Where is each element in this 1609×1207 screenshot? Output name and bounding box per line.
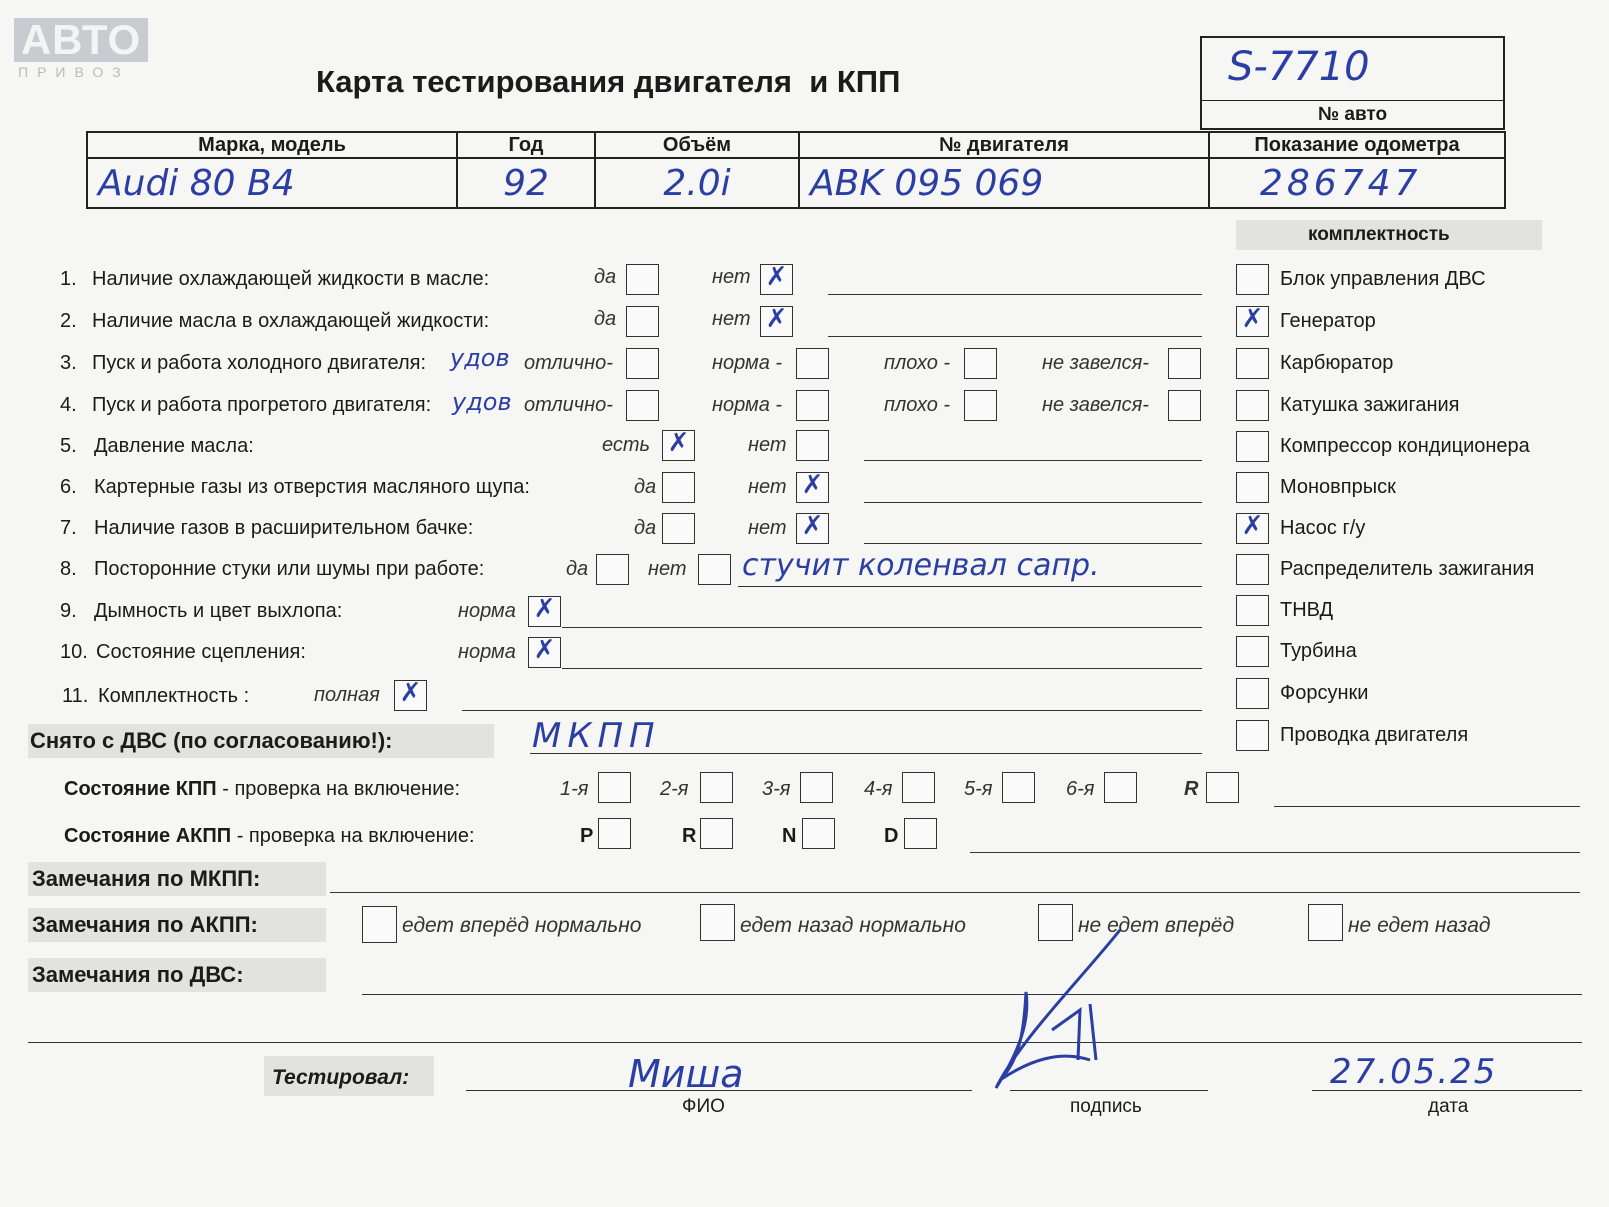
date-label: дата bbox=[1428, 1096, 1469, 1117]
cmp-label-9: Турбина bbox=[1280, 640, 1357, 662]
cmp-checkbox-4[interactable] bbox=[1236, 431, 1269, 462]
item-10-opt1: норма bbox=[458, 641, 516, 663]
cmp-label-4: Компрессор кондиционера bbox=[1280, 435, 1530, 457]
akpp-forward-ok: едет вперёд нормально bbox=[402, 914, 642, 937]
cmp-label-3: Катушка зажигания bbox=[1280, 394, 1460, 416]
fio-line bbox=[466, 1090, 972, 1091]
item-num-10: 10. bbox=[60, 641, 88, 663]
item-label-7: Наличие газов в расширительном бачке: bbox=[94, 517, 474, 539]
item-4-opt-bad: плохо - bbox=[884, 394, 951, 416]
item-1-line bbox=[828, 294, 1202, 295]
kpp-gear-2: 2-я bbox=[660, 778, 689, 800]
cmp-label-0: Блок управления ДВС bbox=[1280, 268, 1486, 290]
akpp-no-back: не едет назад bbox=[1348, 914, 1491, 937]
signature-label: подпись bbox=[1070, 1096, 1142, 1117]
removed-label: Снято с ДВС (по согласованию!): bbox=[30, 728, 393, 753]
cmp-checkbox-3[interactable] bbox=[1236, 390, 1269, 421]
item-5-opt2: нет bbox=[748, 434, 787, 456]
item-num-3: 3. bbox=[60, 352, 77, 374]
item-8-opt2: нет bbox=[648, 558, 687, 580]
item-9-opt1-checkbox[interactable]: ✗ bbox=[528, 596, 561, 627]
kpp-gear-r: R bbox=[1184, 778, 1199, 800]
item-3-bad-checkbox[interactable] bbox=[964, 348, 997, 379]
akpp-mode-p: P bbox=[580, 825, 594, 847]
akpp-label bbox=[64, 825, 475, 848]
item-4-normal-checkbox[interactable] bbox=[796, 390, 829, 421]
kpp-gear-4-checkbox[interactable] bbox=[902, 772, 935, 803]
kpp-label bbox=[64, 778, 460, 801]
item-9-line bbox=[562, 627, 1202, 628]
signature bbox=[960, 920, 1150, 1100]
akpp-no-back-checkbox[interactable] bbox=[1308, 904, 1343, 941]
cmp-checkbox-5[interactable] bbox=[1236, 472, 1269, 503]
item-4-excellent-checkbox[interactable] bbox=[626, 390, 659, 421]
kpp-label-bold: Состояние КПП bbox=[64, 778, 217, 800]
col-odometer: Показание одометра bbox=[1254, 133, 1460, 156]
kpp-gear-5: 5-я bbox=[964, 778, 993, 800]
kpp-gear-1: 1-я bbox=[560, 778, 589, 800]
item-label-9: Дымность и цвет выхлопа: bbox=[94, 600, 343, 622]
cmp-checkbox-10[interactable] bbox=[1236, 678, 1269, 709]
remarks-dvs-line-2 bbox=[28, 1042, 1582, 1043]
kpp-label-rest: - проверка на включение: bbox=[216, 778, 461, 800]
item-4-nostart-checkbox[interactable] bbox=[1168, 390, 1201, 421]
item-1-opt2-checkbox[interactable]: ✗ bbox=[760, 264, 793, 295]
cmp-checkbox-11[interactable] bbox=[1236, 720, 1269, 751]
akpp-back-ok: едет назад нормально bbox=[740, 914, 966, 937]
col-engine: № двигателя bbox=[939, 133, 1069, 156]
cmp-label-2: Карбюратор bbox=[1280, 352, 1394, 374]
item-11-line bbox=[462, 710, 1202, 711]
cmp-label-10: Форсунки bbox=[1280, 682, 1369, 704]
item-3-opt-normal: норма - bbox=[712, 352, 783, 374]
item-1-opt1-checkbox[interactable] bbox=[626, 264, 659, 295]
kpp-gear-r-checkbox[interactable] bbox=[1206, 772, 1239, 803]
removed-value[interactable]: МКПП bbox=[532, 716, 661, 756]
kpp-line bbox=[1274, 806, 1580, 807]
item-4-opt-nostart: не завелся- bbox=[1042, 394, 1149, 416]
item-7-opt1-checkbox[interactable] bbox=[662, 513, 695, 544]
col-volume: Объём bbox=[662, 133, 732, 156]
col-make: Марка, модель bbox=[198, 133, 346, 156]
item-3-opt-excellent: отлично- bbox=[524, 352, 613, 374]
logo bbox=[14, 18, 148, 82]
item-3-normal-checkbox[interactable] bbox=[796, 348, 829, 379]
item-10-opt1-checkbox[interactable]: ✗ bbox=[528, 637, 561, 668]
cmp-checkbox-7[interactable] bbox=[1236, 554, 1269, 585]
item-label-4: Пуск и работа прогретого двигателя: bbox=[92, 394, 432, 416]
removed-line bbox=[530, 753, 1202, 754]
item-7-opt1: да bbox=[634, 517, 657, 539]
date-line bbox=[1312, 1090, 1582, 1091]
kpp-gear-2-checkbox[interactable] bbox=[700, 772, 733, 803]
item-7-line bbox=[864, 543, 1202, 544]
akpp-label-bold: Состояние АКПП bbox=[64, 825, 232, 847]
auto-number-label: № авто bbox=[1317, 104, 1388, 125]
item-label-11: Комплектность : bbox=[98, 685, 250, 707]
cmp-label-11: Проводка двигателя bbox=[1280, 724, 1469, 746]
item-4-bad-checkbox[interactable] bbox=[964, 390, 997, 421]
date-value[interactable]: 27.05.25 bbox=[1330, 1052, 1498, 1092]
item-num-9: 9. bbox=[60, 600, 77, 622]
akpp-mode-n: N bbox=[782, 825, 797, 847]
item-6-opt2: нет bbox=[748, 476, 787, 498]
cmp-checkbox-0[interactable] bbox=[1236, 264, 1269, 295]
item-num-5: 5. bbox=[60, 435, 77, 457]
cmp-checkbox-2[interactable] bbox=[1236, 348, 1269, 379]
akpp-forward-ok-checkbox[interactable] bbox=[362, 906, 397, 943]
item-2-opt2: нет bbox=[712, 308, 751, 330]
akpp-mode-r: R bbox=[682, 825, 697, 847]
item-11-opt1-checkbox[interactable]: ✗ bbox=[394, 680, 427, 711]
item-6-opt1: да bbox=[634, 476, 657, 498]
akpp-mode-n-checkbox[interactable] bbox=[802, 818, 835, 849]
item-3-handwritten[interactable]: удов bbox=[450, 344, 510, 372]
item-7-opt2-checkbox[interactable]: ✗ bbox=[796, 513, 829, 544]
kpp-gear-3-checkbox[interactable] bbox=[800, 772, 833, 803]
item-3-nostart-checkbox[interactable] bbox=[1168, 348, 1201, 379]
page-title: Карта тестирования двигателя и КПП bbox=[316, 64, 901, 99]
item-7-opt2: нет bbox=[748, 517, 787, 539]
remarks-dvs-label: Замечания по ДВС: bbox=[32, 962, 244, 987]
item-3-excellent-checkbox[interactable] bbox=[626, 348, 659, 379]
cmp-label-8: ТНВД bbox=[1280, 599, 1334, 621]
item-8-line bbox=[738, 586, 1202, 587]
volume-value[interactable]: 2.0i bbox=[663, 162, 731, 204]
item-label-8: Посторонние стуки или шумы при работе: bbox=[94, 558, 485, 580]
akpp-mode-d-checkbox[interactable] bbox=[904, 818, 937, 849]
item-label-10: Состояние сцепления: bbox=[96, 641, 306, 663]
item-5-line bbox=[864, 460, 1202, 461]
akpp-line bbox=[970, 852, 1580, 853]
item-5-opt2-checkbox[interactable] bbox=[796, 430, 829, 461]
auto-number-box bbox=[1200, 36, 1505, 130]
kpp-gear-1-checkbox[interactable] bbox=[598, 772, 631, 803]
cmp-checkbox-6[interactable]: ✗ bbox=[1236, 513, 1269, 544]
kpp-gear-4: 4-я bbox=[864, 778, 893, 800]
odometer-value[interactable]: 286747 bbox=[1260, 162, 1422, 204]
remarks-mkpp-label: Замечания по МКПП: bbox=[32, 866, 261, 891]
cmp-label-6: Насос г/у bbox=[1280, 517, 1366, 539]
kpp-gear-3: 3-я bbox=[762, 778, 791, 800]
logo-bottom: ПРИВОЗ bbox=[18, 64, 130, 80]
kpp-gear-5-checkbox[interactable] bbox=[1002, 772, 1035, 803]
cmp-label-5: Моновпрыск bbox=[1280, 476, 1396, 498]
item-6-opt1-checkbox[interactable] bbox=[662, 472, 695, 503]
remarks-akpp-label: Замечания по АКПП: bbox=[32, 912, 258, 937]
item-3-opt-bad: плохо - bbox=[884, 352, 951, 374]
item-num-4: 4. bbox=[60, 394, 77, 416]
item-6-opt2-checkbox[interactable]: ✗ bbox=[796, 472, 829, 503]
cmp-checkbox-9[interactable] bbox=[1236, 636, 1269, 667]
item-4-opt-normal: норма - bbox=[712, 394, 783, 416]
make-value[interactable]: Audi 80 B4 bbox=[98, 162, 295, 204]
item-2-line bbox=[828, 336, 1202, 337]
item-2-opt2-checkbox[interactable]: ✗ bbox=[760, 306, 793, 337]
item-5-opt1-checkbox[interactable]: ✗ bbox=[662, 430, 695, 461]
item-label-2: Наличие масла в охлаждающей жидкости: bbox=[92, 310, 490, 332]
akpp-no-forward: не едет вперёд bbox=[1078, 914, 1235, 937]
item-num-8: 8. bbox=[60, 558, 77, 580]
item-num-11: 11. bbox=[62, 685, 89, 707]
cmp-label-7: Распределитель зажигания bbox=[1280, 558, 1535, 580]
akpp-mode-p-checkbox[interactable] bbox=[598, 818, 631, 849]
item-label-6: Картерные газы из отверстия масляного щупа: bbox=[94, 476, 530, 498]
kpp-gear-6: 6-я bbox=[1066, 778, 1095, 800]
completeness-title: комплектность bbox=[1308, 224, 1450, 245]
item-3-opt-nostart: не завелся- bbox=[1042, 352, 1149, 374]
engine-value[interactable]: ABK 095 069 bbox=[810, 162, 1044, 204]
item-8-opt2-checkbox[interactable] bbox=[698, 554, 731, 585]
item-5-opt1: есть bbox=[602, 434, 651, 456]
remarks-mkpp-line bbox=[330, 892, 1580, 893]
item-4-handwritten[interactable]: удов bbox=[452, 388, 512, 416]
item-6-line bbox=[864, 502, 1202, 503]
item-num-7: 7. bbox=[60, 517, 77, 539]
akpp-mode-d: D bbox=[884, 825, 899, 847]
item-8-note[interactable]: стучит коленвал сапр. bbox=[742, 548, 1100, 583]
item-num-6: 6. bbox=[60, 476, 77, 498]
item-8-opt1-checkbox[interactable] bbox=[596, 554, 629, 585]
tester-name[interactable]: Миша bbox=[628, 1052, 744, 1096]
item-4-opt-excellent: отлично- bbox=[524, 394, 613, 416]
item-label-3: Пуск и работа холодного двигателя: bbox=[92, 352, 427, 374]
fio-label: ФИО bbox=[682, 1096, 725, 1117]
cmp-checkbox-8[interactable] bbox=[1236, 595, 1269, 626]
auto-number-value[interactable]: S-7710 bbox=[1228, 44, 1370, 90]
akpp-label-rest: - проверка на включение: bbox=[231, 825, 475, 847]
akpp-mode-r-checkbox[interactable] bbox=[700, 818, 733, 849]
tested-by-label: Тестировал: bbox=[272, 1066, 410, 1089]
item-num-1: 1. bbox=[60, 268, 77, 290]
item-1-opt2: нет bbox=[712, 266, 751, 288]
item-num-2: 2. bbox=[60, 310, 77, 332]
cmp-label-1: Генератор bbox=[1280, 310, 1376, 332]
kpp-gear-6-checkbox[interactable] bbox=[1104, 772, 1137, 803]
item-8-opt1: да bbox=[566, 558, 589, 580]
vehicle-table bbox=[86, 131, 1506, 209]
col-year: Год bbox=[508, 133, 544, 156]
item-2-opt1: да bbox=[594, 308, 617, 330]
item-11-opt1: полная bbox=[314, 684, 380, 706]
item-1-opt1: да bbox=[594, 266, 617, 288]
item-label-5: Давление масла: bbox=[94, 435, 254, 457]
cmp-checkbox-1[interactable]: ✗ bbox=[1236, 306, 1269, 337]
logo-top: АВТО bbox=[14, 18, 148, 62]
item-9-opt1: норма bbox=[458, 600, 516, 622]
signature-line bbox=[1010, 1090, 1208, 1091]
item-2-opt1-checkbox[interactable] bbox=[626, 306, 659, 337]
year-value[interactable]: 92 bbox=[503, 162, 549, 204]
akpp-back-ok-checkbox[interactable] bbox=[700, 904, 735, 941]
item-10-line bbox=[562, 668, 1202, 669]
item-label-1: Наличие охлаждающей жидкости в масле: bbox=[92, 268, 490, 290]
